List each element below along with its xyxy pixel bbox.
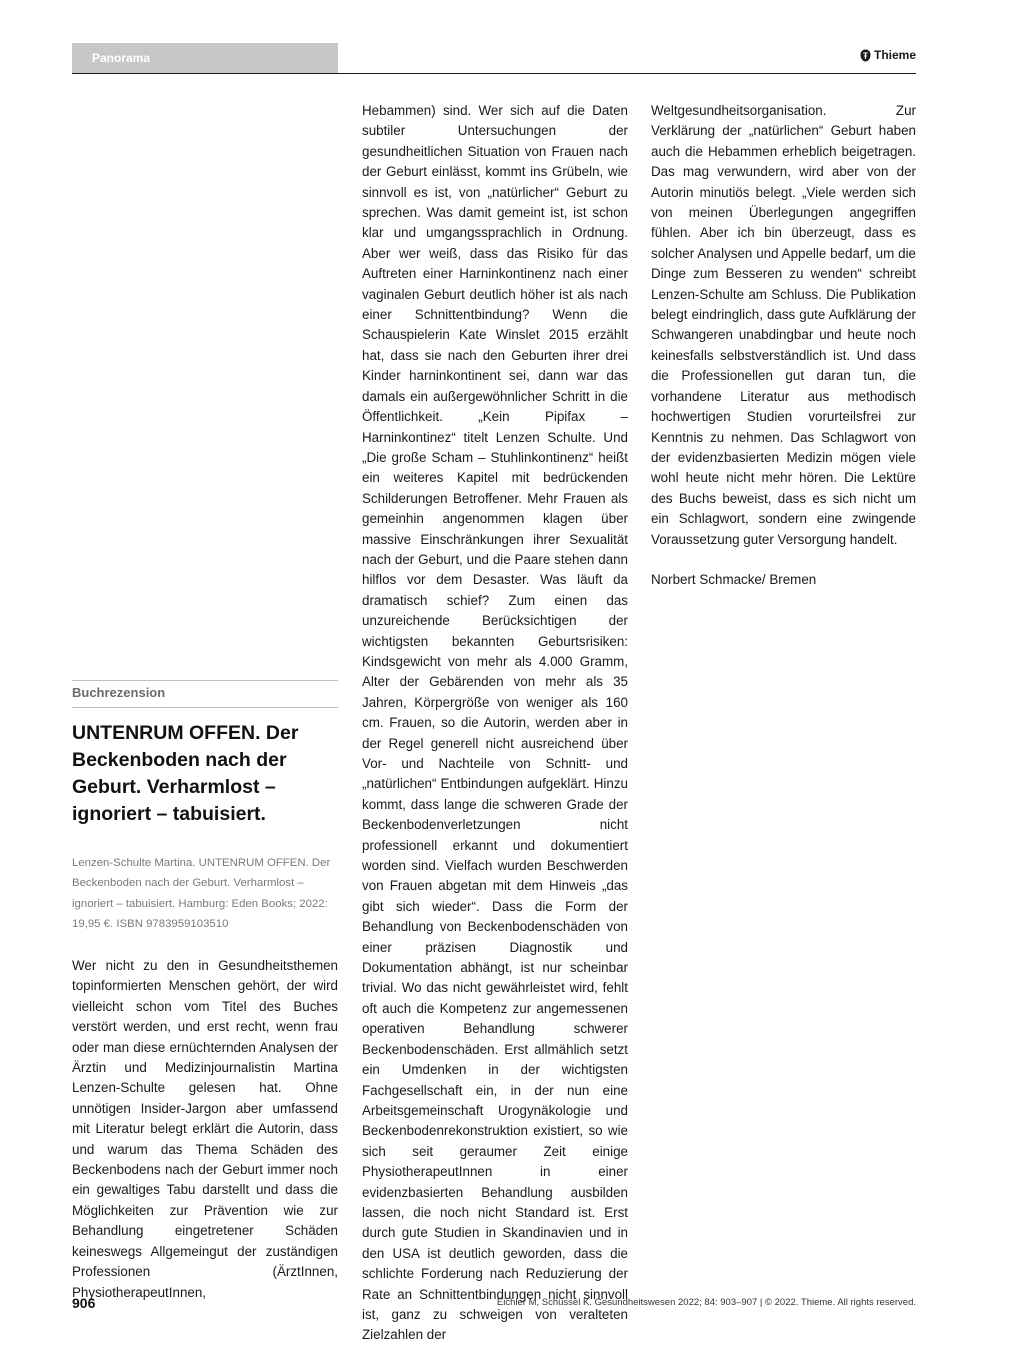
publisher-logo [860, 48, 916, 62]
review-paragraph-1: Wer nicht zu den in Gesundheitsthemen topinformierten Menschen gehört, der wird vielleicht schon vom Titel des Buches verstört werden, und erst recht, wenn frau oder man diese ernüchternden Analysen der Ärztin und Medizinjournalistin Martina Lenzen-Schulte gelesen hat. Ohne unnötigen Insider-Jargon aber umfassend mit Literatur belegt erklärt die Autorin, dass und warum das Thema Schäden des Beckenbodens nach der Geburt immer noch ein gewaltiges Tabu darstellt und dass die Möglichkeiten zur Prävention wie zur Behandlung eingetretener Schäden keineswegs Allgemeingut der zuständigen Professionen (ÄrztInnen, PhysiotherapeutInnen, [72, 958, 338, 1300]
text-column-2 [362, 101, 628, 1346]
publisher-name: Thieme [873, 48, 916, 62]
section-tab [72, 43, 338, 73]
header-divider [72, 73, 916, 74]
thieme-logo-icon [860, 49, 871, 62]
review-paragraph-3: Weltgesundheitsorganisation. Zur Verklärung der „natürlichen“ Geburt haben auch die Hebammen erheblich beigetragen. Das mag verwundern, wird aber von der Autorin minutiös belegt. „Viele werden sich von meinen Überlegungen angegriffen fühlen. Aber ich bin überzeugt, dass es solcher Analysen und Appelle bedarf, um die Dinge zum Besseren zu wenden“ schreibt Lenzen-Schulte am Schluss. Die Publikation belegt eindringlich, dass gute Aufklärung der Schwangeren unabdingbar und heute noch keinesfalls selbstverständlich ist. Und dass die Professionellen gut daran tun, die vorhandene Literatur aus methodisch hochwertigen Studien vorurteilsfrei zur Kenntnis zu nehmen. Das Schlagwort von der evidenzbasierten Medizin mögen viele wohl heute nicht mehr hören. Die Lektüre des Buchs beweist, dass es sich nicht um ein Schlagwort, sondern eine zwingende Voraussetzung guter Versorgung handelt. [651, 103, 916, 547]
page-number: 906 [72, 1295, 96, 1311]
section-label: Buchrezension [72, 685, 166, 700]
text-column-3 [651, 101, 916, 591]
section-divider-top [72, 680, 338, 681]
book-citation: Lenzen-Schulte Martina. UNTENRUM OFFEN. Der Beckenboden nach der Geburt. Verharmlost – ignoriert – tabuisiert. Hamburg: Eden Books; 2022: 19,95 €. ISBN 9783959103510 [72, 857, 331, 931]
article-title: UNTENRUM OFFEN. Der Beckenboden nach der Geburt. Verharmlost – ignoriert – tabuisiert. [72, 722, 299, 825]
review-paragraph-2: Hebammen) sind. Wer sich auf die Daten subtiler Untersuchungen der gesundheitlichen Situation von Frauen nach der Geburt einlässt, kommt ins Grübeln, wie sinnvoll es ist, von „natürlicher“ Geburt zu sprechen. Was damit gemeint ist, ist schon klar und umgangssprachlich in Ordnung. Aber wer weiß, dass das Risiko für das Auftreten einer Harninkontinenz nach einer vaginalen Geburt deutlich höher ist als nach einer Schnittentbindung? Wenn die Schauspielerin Kate Winslet 2015 erzählt hat, dass sie nach den Geburten ihrer drei Kinder harninkontinent sei, dann war das damals ein außergewöhnlicher Schritt in die Öffentlichkeit. „Kein Pipifax – Harninkontinez“ titelt Lenzen Schulte. Und „Die große Scham – Stuhlinkontinenz“ heißt ein weiteres Kapitel mit bedrückenden Schilderungen Betroffener. Mehr Frauen als gemeinhin angenommen klagen über massive Einschränkungen ihrer Sexualität nach der Geburt, und die Paare stehen dann hilflos vor dem Desaster. Was läuft da dramatisch schief? Zum einen das unzureichende Berücksichtigen der wichtigsten bekannten Geburtsrisiken: Kindsgewicht von mehr als 4.000 Gramm, Alter der Gebärenden von mehr als 35 Jahren, Körpergröße von weniger als 160 cm. Frauen, so die Autorin, werden aber in der Regel generell nicht ausreichend über Vor- und Nachteile von Schnitt- und „natürlichen“ Entbindungen aufgeklärt. Hinzu kommt, dass lange die schweren Grade der Beckenbodenverletzungen nicht professionell erkannt und dokumentiert worden sind. Vielfach wurden Beschwerden von Frauen abgetan mit dem Hinweis „das gibt sich wieder“. Dass die Form der Behandlung von Beckenbodenschäden von einer präzisen Diagnostik und Dokumentation abhängt, ist nur scheinbar trivial. Wo das nicht gewährleistet wird, fehlt oft auch die Kompetenz zur angemessenen operativen Behandlung schwerer Beckenbodenschäden. Erst allmählich setzt ein Umdenken in der wichtigsten Fachgesellschaft ein, in der nun eine Arbeitsgemeinschaft Urogynäkologie und Beckenbodenrekonstruktion existiert, so wie sich seit geraumer Zeit einige PhysiotherapeutInnen in einer evidenzbasierten Behandlung ausbilden lassen, die noch nicht Standard ist. Erst durch gute Studien in Skandinavien und in den USA ist deutlich geworden, dass die schlichte Forderung nach Reduzierung der Rate an Schnittentbindungen nicht sinnvoll ist, ganz zu schweigen von veralteten Zielzahlen der [362, 103, 628, 1343]
review-signature: Norbert Schmacke/ Bremen [651, 572, 817, 588]
footer-reference: Eichler M, Schüssel K. Gesundheitswesen 2022; 84: 903–907 | © 2022. Thieme. All rights reserved. [496, 1297, 916, 1308]
section-tab-label: Panorama [92, 51, 151, 65]
section-divider-bottom [72, 707, 338, 708]
text-column-1 [72, 956, 338, 1303]
